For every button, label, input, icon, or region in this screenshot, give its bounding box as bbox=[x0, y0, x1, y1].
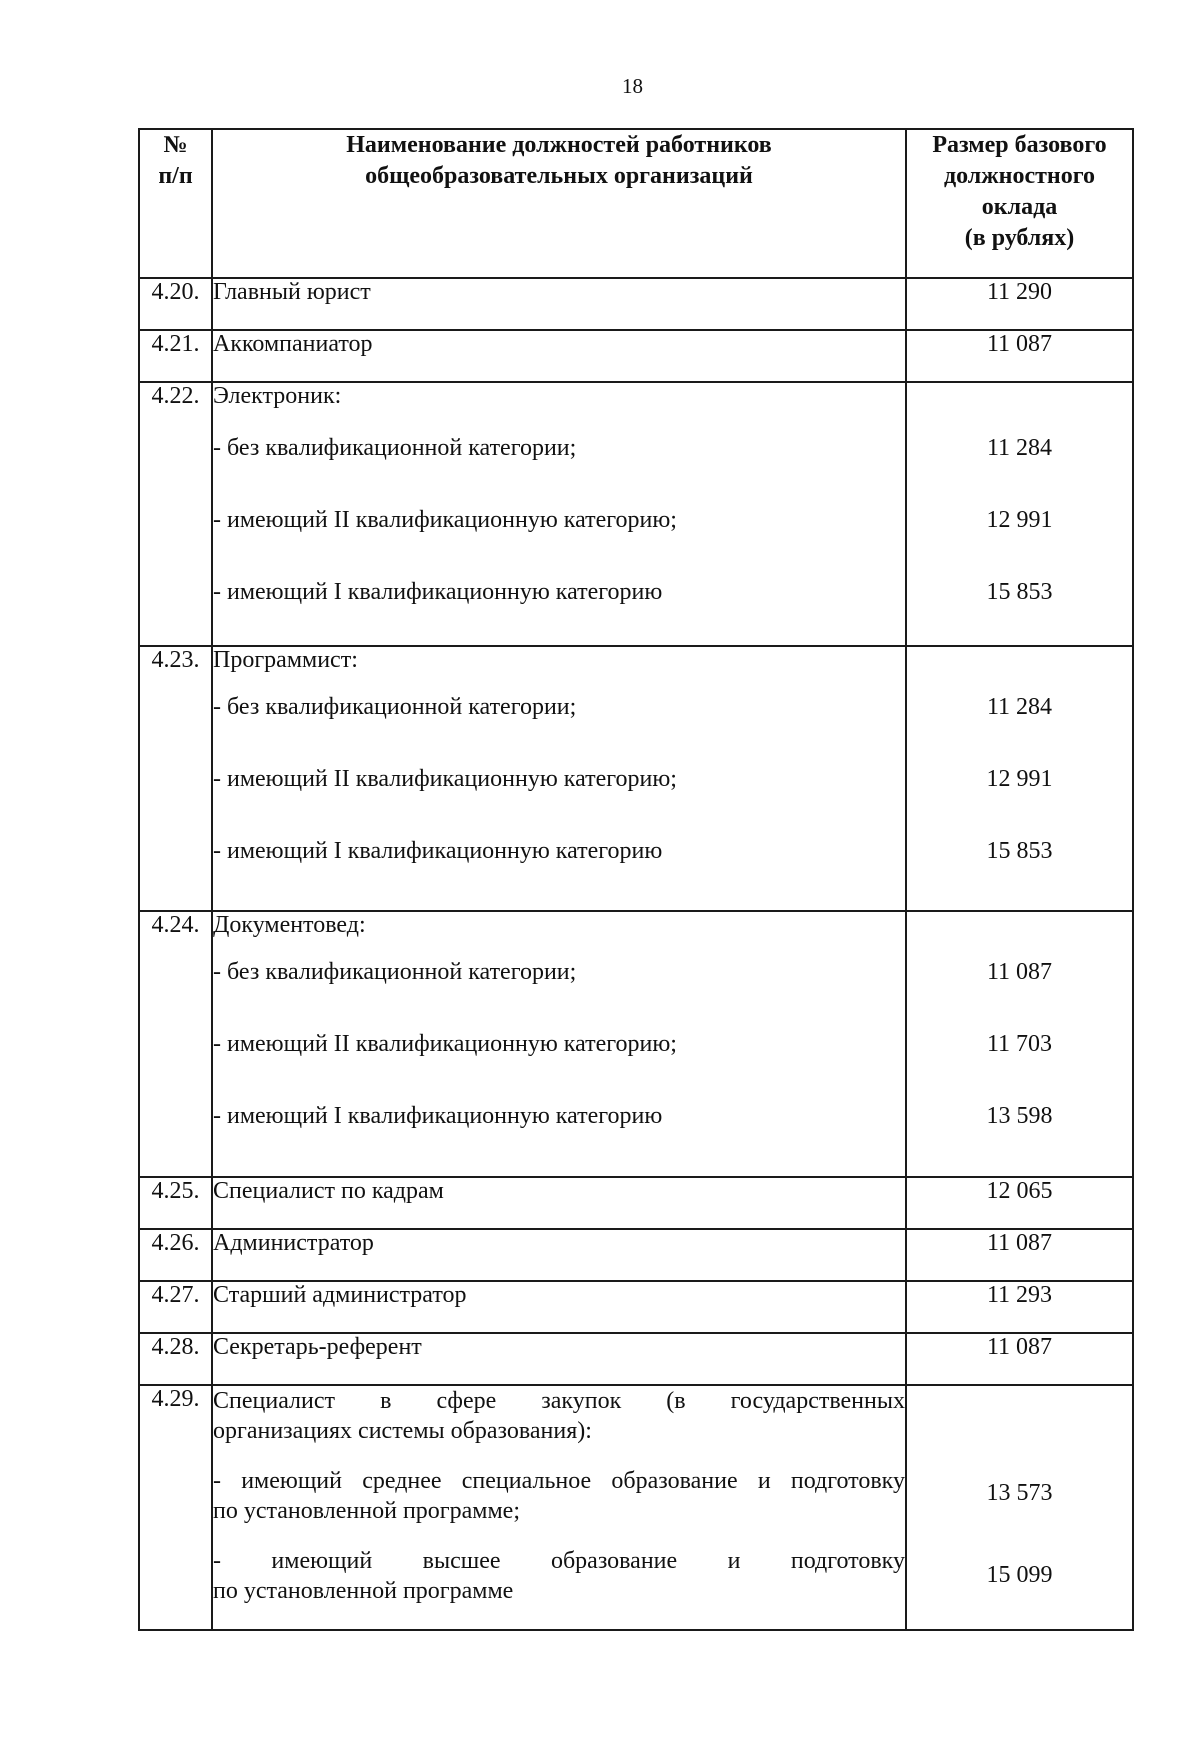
category-label: - имеющий II квалификационную категорию; bbox=[213, 1031, 677, 1057]
position-name: Программист: bbox=[213, 647, 358, 673]
salary-value: 11 293 bbox=[906, 1281, 1133, 1333]
position-group bbox=[212, 1385, 906, 1630]
salary-value: 11 087 bbox=[906, 330, 1133, 382]
category-label: - имеющий II квалификационную категорию; bbox=[213, 507, 677, 533]
category-label: - без квалификационной категории; bbox=[213, 435, 577, 461]
row-number: 4.25. bbox=[139, 1177, 212, 1229]
row-number: 4.22. bbox=[139, 382, 212, 646]
position-name: Специалист по кадрам bbox=[212, 1177, 906, 1229]
page-number: 18 bbox=[622, 74, 643, 98]
table-row bbox=[139, 1177, 1133, 1229]
row-number: 4.21. bbox=[139, 330, 212, 382]
category-label-line: по установленной программе bbox=[213, 1578, 514, 1604]
row-number: 4.28. bbox=[139, 1333, 212, 1385]
position-name: Секретарь-референт bbox=[212, 1333, 906, 1385]
category-label: - имеющий I квалификационную категорию bbox=[213, 838, 663, 864]
position-group bbox=[212, 911, 906, 1177]
category-label bbox=[213, 1536, 905, 1606]
header-salary-line: должностного bbox=[943, 163, 1096, 189]
table-header-row bbox=[139, 129, 1133, 278]
salary-value: 15 099 bbox=[986, 1562, 1053, 1588]
position-name: Документовед: bbox=[213, 912, 366, 938]
salary-value: 11 087 bbox=[906, 1229, 1133, 1281]
category-label-line: по установленной программе; bbox=[213, 1498, 520, 1524]
position-name-line: Специалист в сфере закупок (в государственных bbox=[213, 1388, 905, 1414]
header-number-line: № bbox=[163, 132, 188, 158]
salary-values bbox=[906, 646, 1133, 911]
position-name: Администратор bbox=[212, 1229, 906, 1281]
table-row bbox=[139, 911, 1133, 1177]
category-label: - имеющий II квалификационную категорию; bbox=[213, 766, 677, 792]
table-row bbox=[139, 278, 1133, 330]
salary-value: 11 087 bbox=[906, 1333, 1133, 1385]
header-name-line: общеобразовательных организаций bbox=[365, 163, 753, 189]
row-number: 4.23. bbox=[139, 646, 212, 911]
position-name bbox=[213, 1386, 905, 1456]
category-label: - имеющий I квалификационную категорию bbox=[213, 1103, 663, 1129]
header-number bbox=[139, 129, 212, 278]
category-label-line: - имеющий среднее специальное образование и подготовку bbox=[213, 1468, 905, 1494]
salary-value: 11 284 bbox=[986, 694, 1053, 720]
salary-table bbox=[138, 128, 1134, 1631]
position-name: Главный юрист bbox=[212, 278, 906, 330]
table-row bbox=[139, 1333, 1133, 1385]
position-name: Аккомпаниатор bbox=[212, 330, 906, 382]
header-name-line: Наименование должностей работников bbox=[346, 132, 772, 158]
table-row bbox=[139, 1281, 1133, 1333]
header-number-line: п/п bbox=[158, 163, 193, 189]
salary-value: 11 087 bbox=[986, 959, 1053, 985]
row-number: 4.20. bbox=[139, 278, 212, 330]
row-number: 4.27. bbox=[139, 1281, 212, 1333]
salary-value: 11 284 bbox=[986, 435, 1053, 461]
salary-value: 15 853 bbox=[986, 579, 1053, 605]
category-label: - без квалификационной категории; bbox=[213, 959, 577, 985]
row-number: 4.29. bbox=[139, 1385, 212, 1630]
category-label: - без квалификационной категории; bbox=[213, 694, 577, 720]
table-row bbox=[139, 382, 1133, 646]
salary-values bbox=[906, 911, 1133, 1177]
table-row bbox=[139, 1385, 1133, 1630]
table-row bbox=[139, 330, 1133, 382]
category-label-line: - имеющий высшее образование и подготовку bbox=[213, 1548, 905, 1574]
position-name: Старший администратор bbox=[212, 1281, 906, 1333]
position-name-line: организациях системы образования): bbox=[213, 1418, 592, 1444]
salary-values bbox=[906, 1385, 1133, 1630]
row-number: 4.26. bbox=[139, 1229, 212, 1281]
header-salary-line: оклада bbox=[981, 194, 1058, 220]
table-row bbox=[139, 646, 1133, 911]
table-row bbox=[139, 1229, 1133, 1281]
position-name: Электроник: bbox=[213, 383, 342, 409]
header-position-name bbox=[212, 129, 906, 278]
position-group bbox=[212, 382, 906, 646]
salary-value: 12 991 bbox=[986, 766, 1053, 792]
header-salary bbox=[906, 129, 1133, 278]
row-number: 4.24. bbox=[139, 911, 212, 1177]
salary-value: 11 703 bbox=[986, 1031, 1053, 1057]
salary-values bbox=[906, 382, 1133, 646]
category-label: - имеющий I квалификационную категорию bbox=[213, 579, 663, 605]
salary-value: 13 598 bbox=[986, 1103, 1053, 1129]
header-salary-line: Размер базового bbox=[932, 132, 1107, 158]
salary-value: 15 853 bbox=[986, 838, 1053, 864]
header-salary-line: (в рублях) bbox=[964, 225, 1075, 251]
salary-value: 13 573 bbox=[986, 1480, 1053, 1506]
category-label bbox=[213, 1456, 905, 1536]
salary-value: 11 290 bbox=[906, 278, 1133, 330]
position-group bbox=[212, 646, 906, 911]
salary-value: 12 065 bbox=[906, 1177, 1133, 1229]
salary-value: 12 991 bbox=[986, 507, 1053, 533]
